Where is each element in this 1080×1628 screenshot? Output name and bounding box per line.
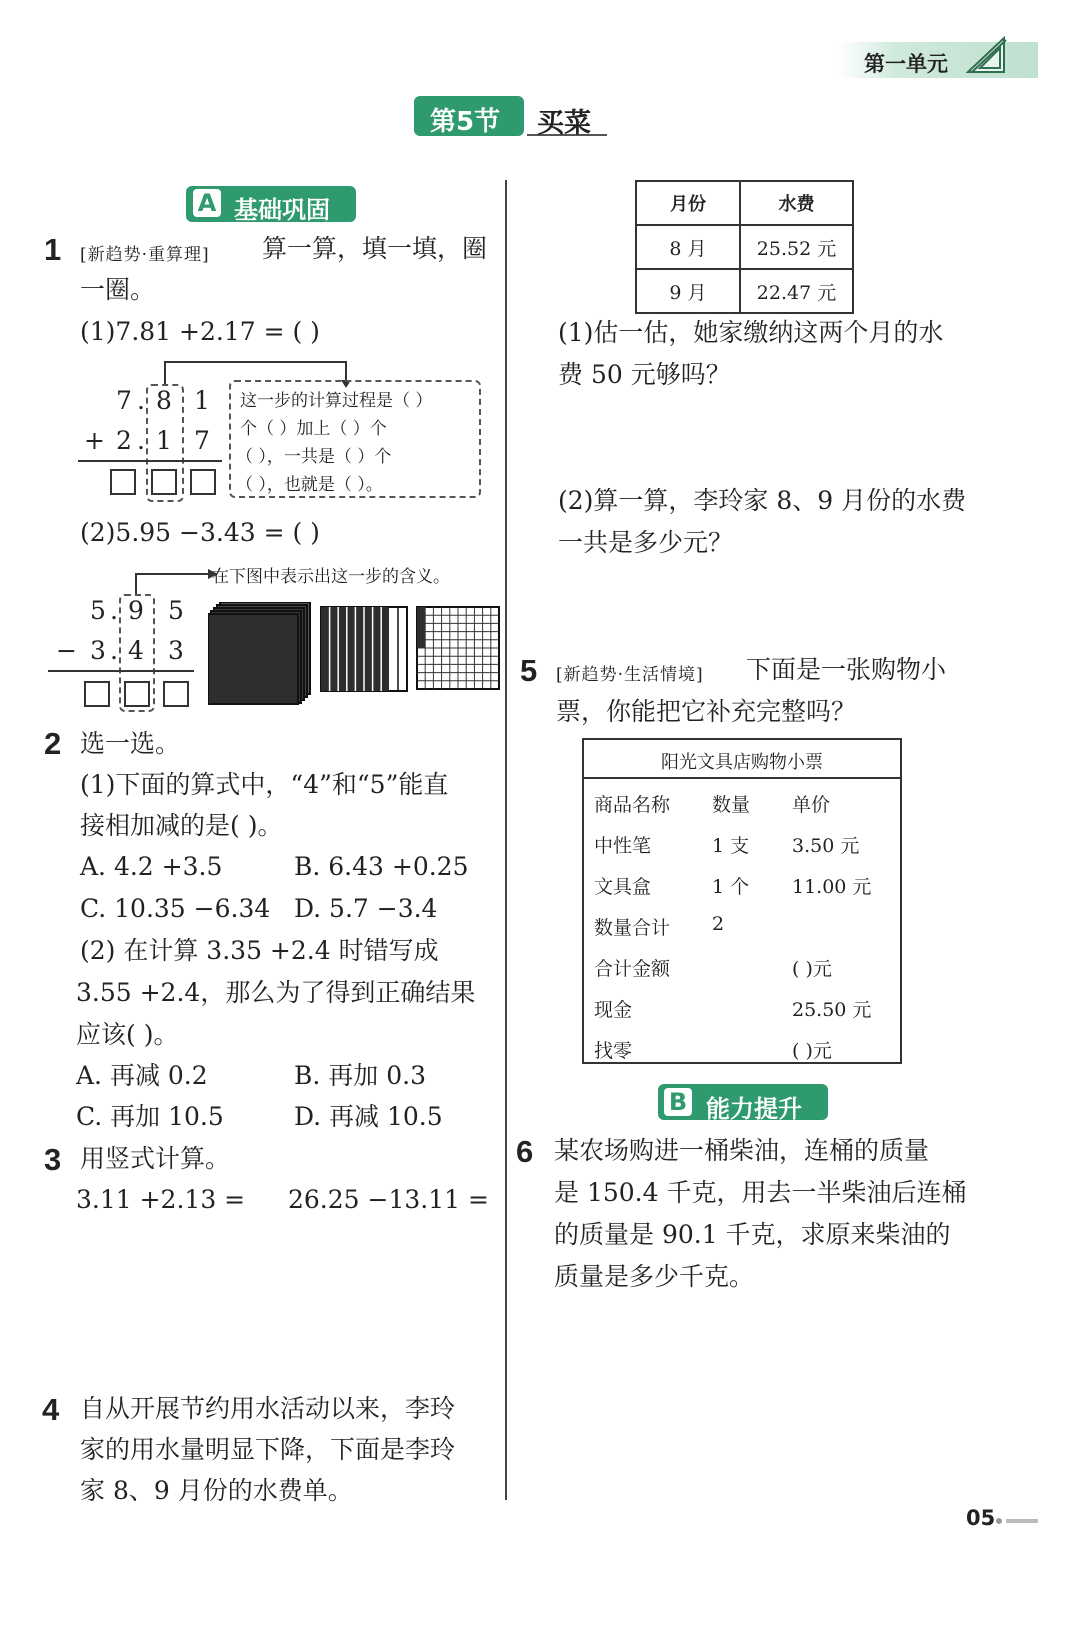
q5-text-line2: 票，你能把它补充完整吗？ — [556, 697, 857, 726]
q1-add-r1-dot: . — [137, 386, 145, 415]
receipt-cell: 2 — [712, 913, 725, 935]
q3-title: 用竖式计算。 — [80, 1144, 231, 1173]
q6-text-line3: 的质量是 90.1 千克，求原来柴油的 — [554, 1220, 951, 1249]
hundredths-grid-diagram — [416, 606, 500, 690]
receipt-cell: 单价 — [792, 794, 831, 816]
q2-number: 2 — [44, 726, 62, 761]
q2-part1-line1: (1)下面的算式中，“4”和“5”能直 — [80, 770, 449, 799]
page-number-decoration — [996, 1518, 1002, 1524]
q6-number: 6 — [516, 1134, 534, 1169]
q4-part2-line2: 一共是多少元？ — [558, 528, 734, 557]
q1-note-line: 个（ ）加上（ ）个 — [240, 419, 387, 439]
q3-expression: 3.11 +2.13 = — [76, 1185, 246, 1214]
q6-text-line2: 是 150.4 千克，用去一半柴油后连桶 — [554, 1178, 967, 1207]
receipt-cell: 数量合计 — [594, 917, 671, 939]
q1-part1: (1)7.81 +2.17 = ( ) — [80, 317, 320, 346]
receipt-cell: 1 支 — [712, 835, 750, 857]
q1-sub-r1-dot: . — [110, 596, 118, 625]
q2-part2-line2: 3.55 +2.4，那么为了得到正确结果 — [76, 978, 476, 1007]
q1-add-r1-d1: 7 — [116, 386, 132, 415]
q1-add-r1-d2: 8 — [156, 386, 172, 415]
table-row — [636, 225, 853, 269]
receipt-blank[interactable]: ( )元 — [792, 958, 832, 980]
table-cell: 8 月 — [636, 225, 740, 269]
q1-add-r2-d1: 2 — [116, 426, 132, 455]
receipt-cell: 3.50 元 — [792, 835, 860, 857]
table-cell: 9 月 — [636, 269, 740, 313]
q1-add-line — [78, 460, 222, 462]
q6-text-line4: 质量是多少千克。 — [554, 1262, 755, 1291]
q5-tag: [新趋势·生活情境] — [556, 665, 704, 685]
q1-sub-r1-d3: 5 — [168, 596, 184, 625]
q3-expression: 26.25 −13.11 = — [288, 1185, 489, 1214]
q1-part2: (2)5.95 −3.43 = ( ) — [80, 518, 320, 547]
table-cell: 25.52 元 — [740, 225, 853, 269]
part-b-title: 能力提升 — [706, 1095, 802, 1123]
q1-sub-arrow — [130, 562, 220, 598]
q1-add-r1-d3: 1 — [194, 386, 210, 415]
q2-part1-option[interactable]: C. 10.35 −6.34 — [80, 894, 271, 923]
ruler-triangle-icon — [966, 36, 1010, 76]
part-b-letter: B — [664, 1088, 692, 1116]
q1-add-op: + — [84, 426, 105, 455]
receipt-cell: 11.00 元 — [792, 876, 872, 898]
column-divider — [505, 180, 507, 1500]
q4-text-line1: 自从开展节约用水活动以来，李玲 — [80, 1394, 456, 1423]
q1-note-line: 这一步的计算过程是（ ） — [240, 391, 433, 411]
q1-add-answer-box[interactable] — [151, 469, 177, 495]
table-header-row — [636, 181, 853, 225]
q1-text-line1: 算一算，填一填，圈 — [262, 234, 488, 263]
table-header-cell: 月份 — [636, 181, 740, 225]
q2-part1-option[interactable]: D. 5.7 −3.4 — [294, 894, 438, 923]
q4-text-line2: 家的用水量明显下降，下面是李玲 — [80, 1435, 456, 1464]
q2-part2-line3: 应该( )。 — [76, 1020, 179, 1049]
q1-sub-r2-d3: 3 — [168, 636, 184, 665]
receipt-cell: 中性笔 — [594, 835, 652, 857]
q6-text-line1: 某农场购进一桶柴油，连桶的质量 — [554, 1136, 930, 1165]
q1-sub-answer-box[interactable] — [84, 681, 110, 707]
q1-sub-r2-d1: 3 — [90, 636, 106, 665]
receipt-cell: 1 个 — [712, 876, 750, 898]
q1-text-line2: 一圈。 — [80, 275, 156, 304]
q1-sub-r1-d1: 5 — [90, 596, 106, 625]
receipt-cell: 文具盒 — [594, 876, 652, 898]
section-number: 第5节 — [430, 107, 501, 137]
q4-part2-line1: (2)算一算，李玲家 8、9 月份的水费 — [558, 486, 967, 515]
q2-part2-option[interactable]: A. 再减 0.2 — [76, 1061, 208, 1090]
q1-sub-r1-d2: 9 — [128, 596, 144, 625]
table-header-cell: 水费 — [740, 181, 853, 225]
q2-part2-option[interactable]: C. 再加 10.5 — [76, 1102, 224, 1131]
receipt-cell: 找零 — [594, 1040, 633, 1062]
q1-sub-r2-d2: 4 — [128, 636, 144, 665]
q4-number: 4 — [42, 1392, 60, 1427]
q1-number: 1 — [44, 232, 62, 267]
q1-tag: [新趋势·重算理] — [80, 245, 210, 265]
q1-sub-op: − — [56, 636, 77, 665]
q1-note-line: （ ），也就是（ ）。 — [236, 475, 383, 495]
q1-add-r2-dot: . — [137, 426, 145, 455]
q2-part2-option[interactable]: D. 再减 10.5 — [294, 1102, 443, 1131]
q1-sub-line — [48, 670, 194, 672]
receipt-cell: 25.50 元 — [792, 999, 872, 1021]
q1-add-r2-d2: 1 — [156, 426, 172, 455]
q5-text-line1: 下面是一张购物小 — [746, 655, 947, 684]
q2-part2-line1: (2) 在计算 3.35 +2.4 时错写成 — [80, 936, 439, 965]
page-number-decoration — [1006, 1519, 1038, 1523]
table-row — [636, 269, 853, 313]
q1-add-answer-box[interactable] — [190, 469, 216, 495]
receipt-cell: 合计金额 — [594, 958, 671, 980]
receipt-cell: 数量 — [712, 794, 751, 816]
page-number: 05 — [966, 1506, 996, 1530]
q5-number: 5 — [520, 653, 538, 688]
part-a-letter: A — [193, 189, 221, 217]
receipt-title: 阳光文具店购物小票 — [661, 752, 823, 773]
q1-note-line: （ ），一共是（ ）个 — [236, 447, 392, 467]
q2-part1-option[interactable]: A. 4.2 +3.5 — [80, 852, 223, 881]
q4-part1-line1: (1)估一估，她家缴纳这两个月的水 — [558, 318, 944, 347]
water-bill-table — [635, 180, 854, 314]
section-title: 买菜 — [537, 108, 591, 139]
receipt-cell: 商品名称 — [594, 794, 671, 816]
q1-sub-r2-dot: . — [110, 636, 118, 665]
q1-add-answer-box[interactable] — [110, 469, 136, 495]
tenths-grid-diagram — [320, 606, 408, 692]
q1-sub-answer-box[interactable] — [163, 681, 189, 707]
receipt-blank[interactable]: ( )元 — [792, 1040, 832, 1062]
q2-part1-line2: 接相加减的是( )。 — [80, 811, 283, 840]
q4-part1-line2: 费 50 元够吗？ — [558, 360, 731, 389]
q1-add-r2-d3: 7 — [194, 426, 210, 455]
q1-sub-note: 在下图中表示出这一步的含义。 — [212, 567, 450, 587]
unit-cube-stack-diagram — [208, 602, 312, 706]
part-a-title: 基础巩固 — [234, 196, 330, 224]
receipt-cell: 现金 — [594, 999, 633, 1021]
q2-part1-option[interactable]: B. 6.43 +0.25 — [294, 852, 469, 881]
q2-part2-option[interactable]: B. 再加 0.3 — [294, 1061, 426, 1090]
unit-label: 第一单元 — [864, 52, 948, 76]
q4-text-line3: 家 8、9 月份的水费单。 — [80, 1476, 353, 1505]
q1-sub-answer-box[interactable] — [124, 681, 150, 707]
table-cell: 22.47 元 — [740, 269, 853, 313]
receipt-title-divider — [582, 777, 902, 779]
q3-number: 3 — [44, 1142, 62, 1177]
q2-title: 选一选。 — [80, 729, 181, 758]
